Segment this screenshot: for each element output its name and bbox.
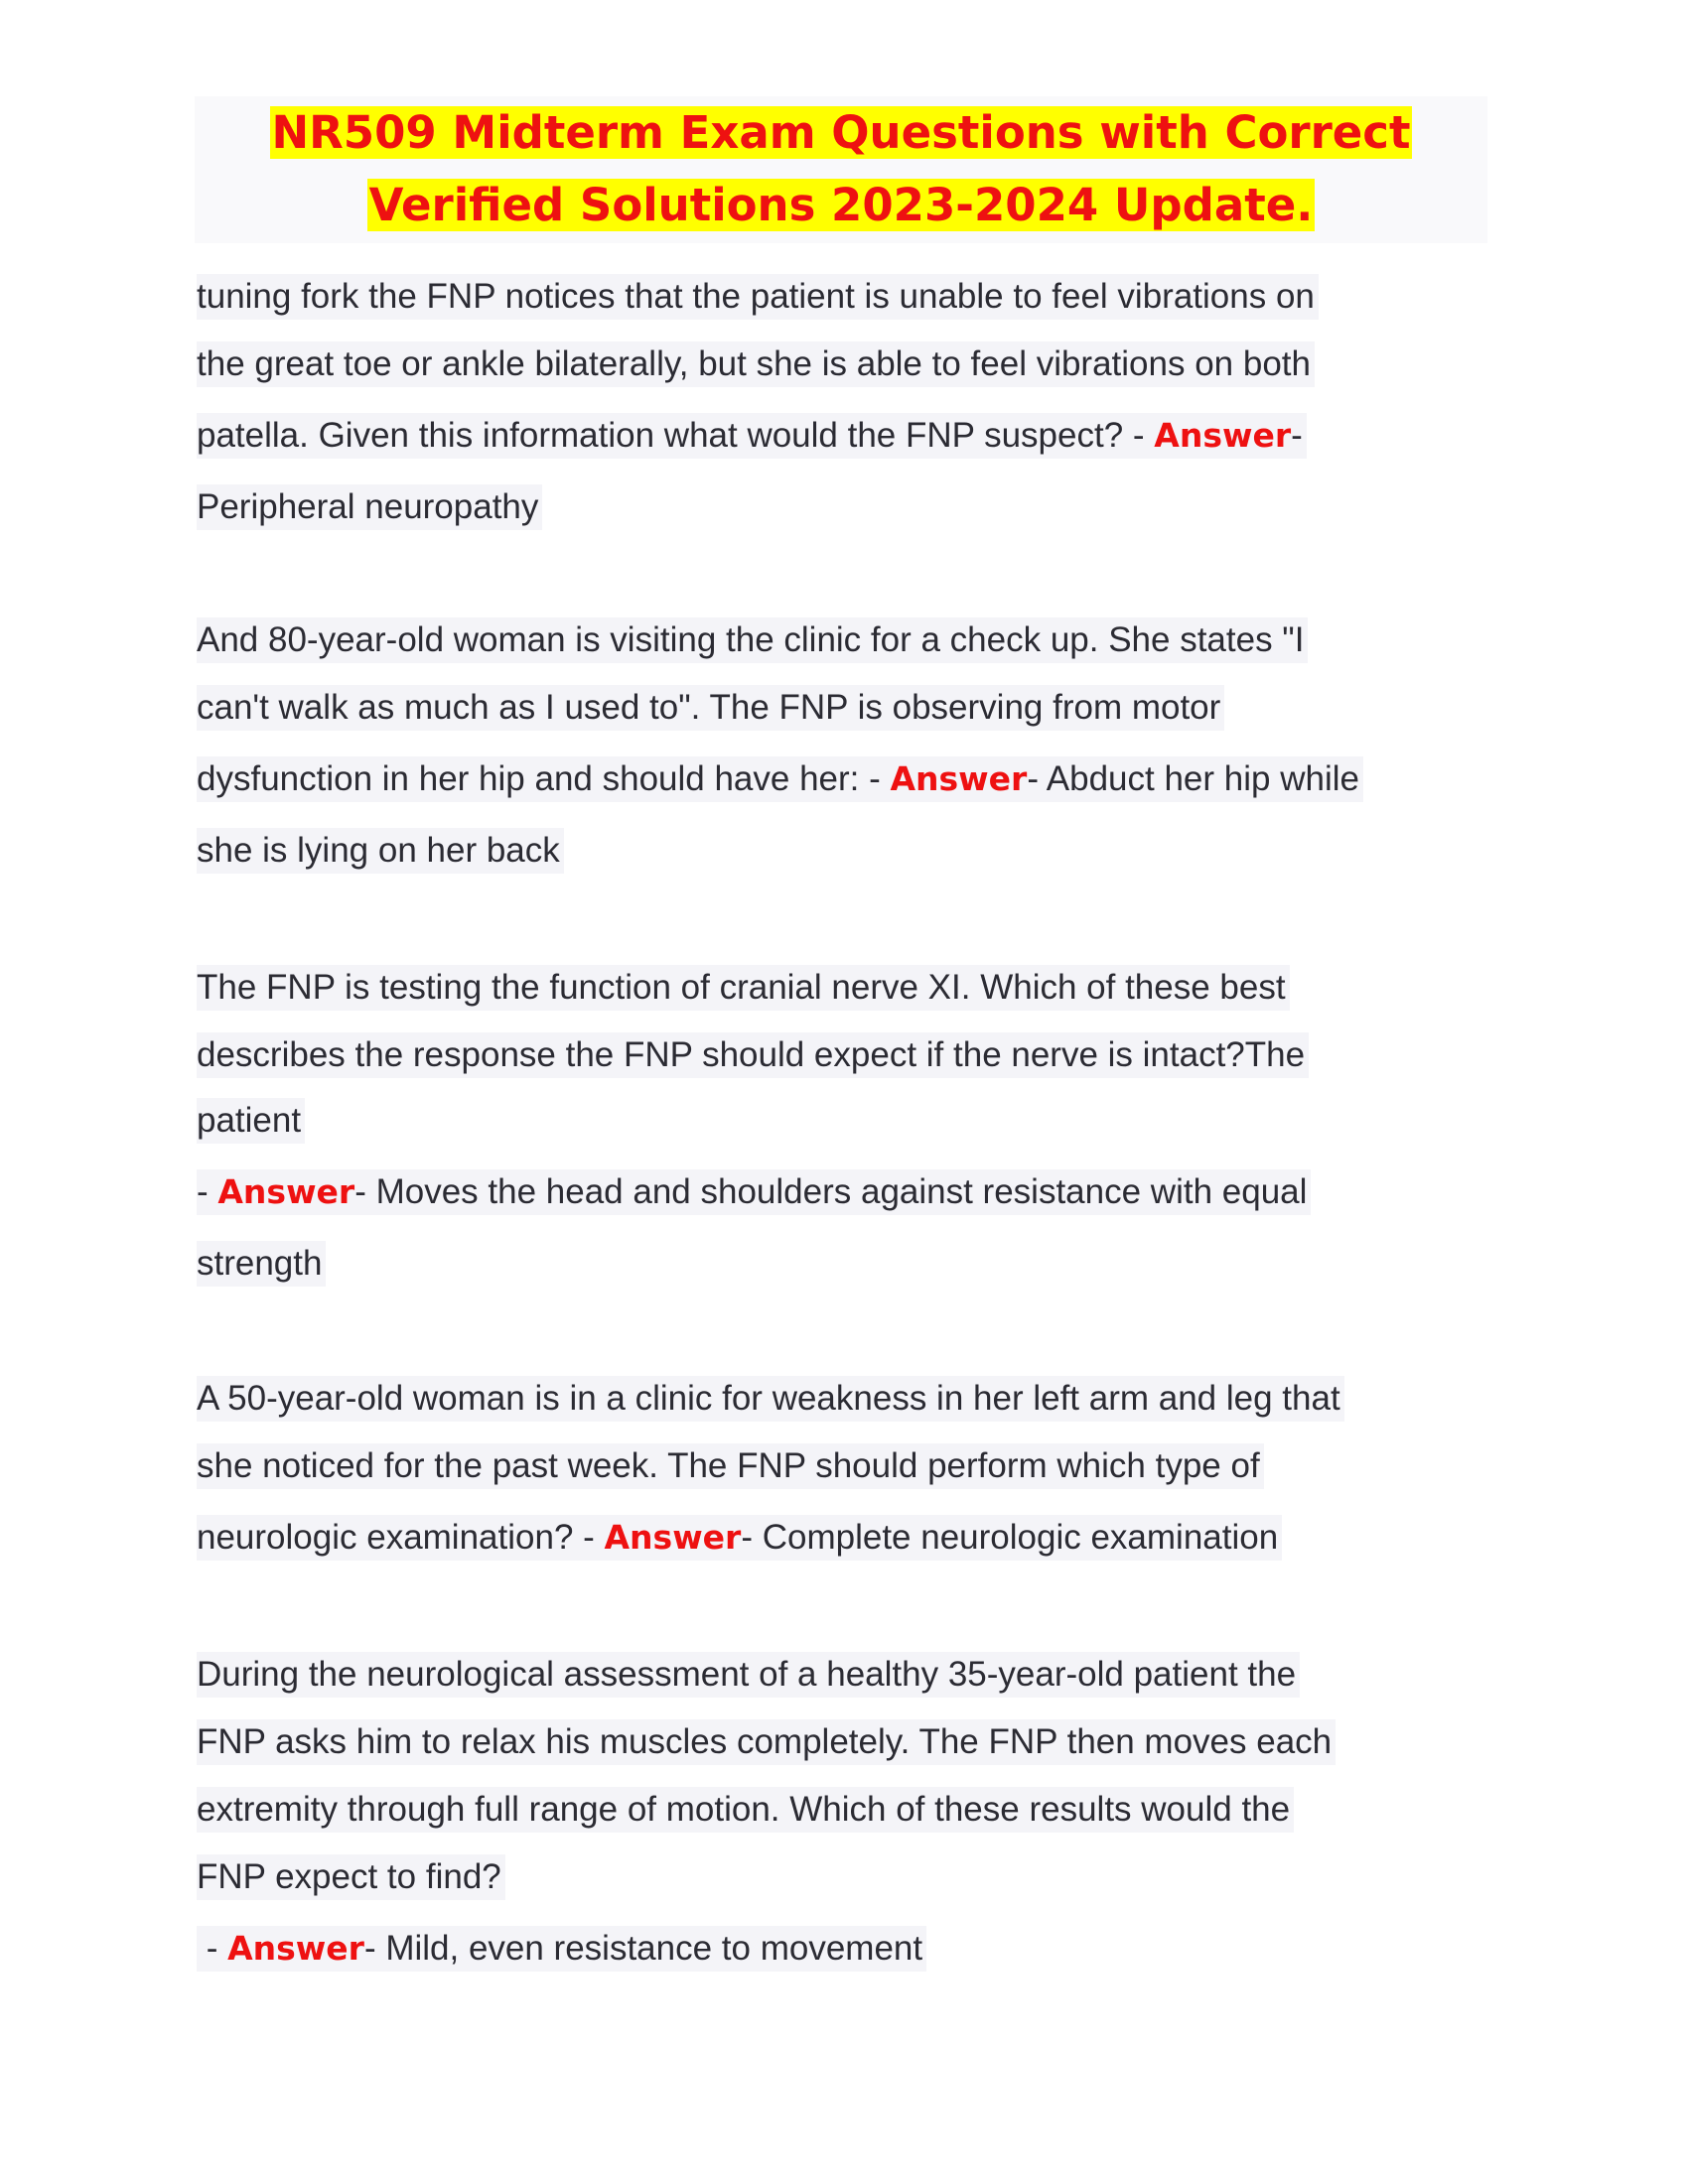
question-1-line-1: tuning fork the FNP notices that the patient is unable to feel vibrations on [197,274,1319,320]
question-5-answer: - Mild, even resistance to movement [363,1929,923,1968]
question-1-answer-sep: - [1291,416,1303,455]
question-4-line-3 [197,1515,1282,1561]
question-3-answer-cont: strength [197,1241,326,1287]
question-2-line-3 [197,756,1363,802]
question-5-line-5 [197,1926,926,1972]
question-3-line-1: The FNP is testing the function of cranial nerve XI. Which of these best [197,965,1290,1011]
question-5-line-4: FNP expect to find? [197,1854,505,1900]
question-3-line-2: describes the response the FNP should expect if the nerve is intact?The [197,1032,1309,1078]
question-3-answer: - Moves the head and shoulders against resistance with equal [354,1172,1308,1211]
question-5-line-2: FNP asks him to relax his muscles completely. The FNP then moves each [197,1719,1336,1765]
answer-label: Answer [217,1172,355,1211]
question-3-line-3: patient [197,1098,305,1144]
answer-label: Answer [1154,416,1292,455]
question-5-line-3: extremity through full range of motion. Which of these results would the [197,1787,1294,1833]
question-1-answer: Peripheral neuropathy [197,484,542,530]
question-4-answer: - Complete neurologic examination [741,1518,1279,1557]
question-5-line-1: During the neurological assessment of a healthy 35-year-old patient the [197,1652,1300,1698]
question-2-line-1: And 80-year-old woman is visiting the clinic for a check up. She states "I [197,617,1308,663]
question-4-line-1: A 50-year-old woman is in a clinic for weakness in her left arm and leg that [197,1376,1344,1422]
answer-label: Answer [227,1929,364,1968]
question-1-line-3 [197,413,1307,459]
question-3-line-4 [197,1169,1311,1215]
question-4-line-2: she noticed for the past week. The FNP should perform which type of [197,1443,1264,1489]
document-title [195,96,1487,243]
title-line-1: NR509 Midterm Exam Questions with Correct [271,106,1411,159]
answer-label: Answer [604,1518,742,1557]
question-3-dash: - [197,1172,218,1211]
question-2-text: dysfunction in her hip and should have her: - [197,759,891,798]
title-line-2: Verified Solutions 2023-2024 Update. [368,179,1314,231]
question-2-answer: - Abduct her hip while [1027,759,1359,798]
question-1-line-2: the great toe or ankle bilaterally, but she is able to feel vibrations on both [197,341,1315,387]
question-4-text: neurologic examination? - [197,1518,605,1557]
question-2-answer-cont: she is lying on her back [197,828,564,874]
question-1-text: patella. Given this information what would the FNP suspect? - [197,416,1155,455]
answer-label: Answer [890,759,1028,798]
question-5-dash: - [197,1929,228,1968]
question-2-line-2: can't walk as much as I used to". The FNP is observing from motor [197,685,1224,731]
